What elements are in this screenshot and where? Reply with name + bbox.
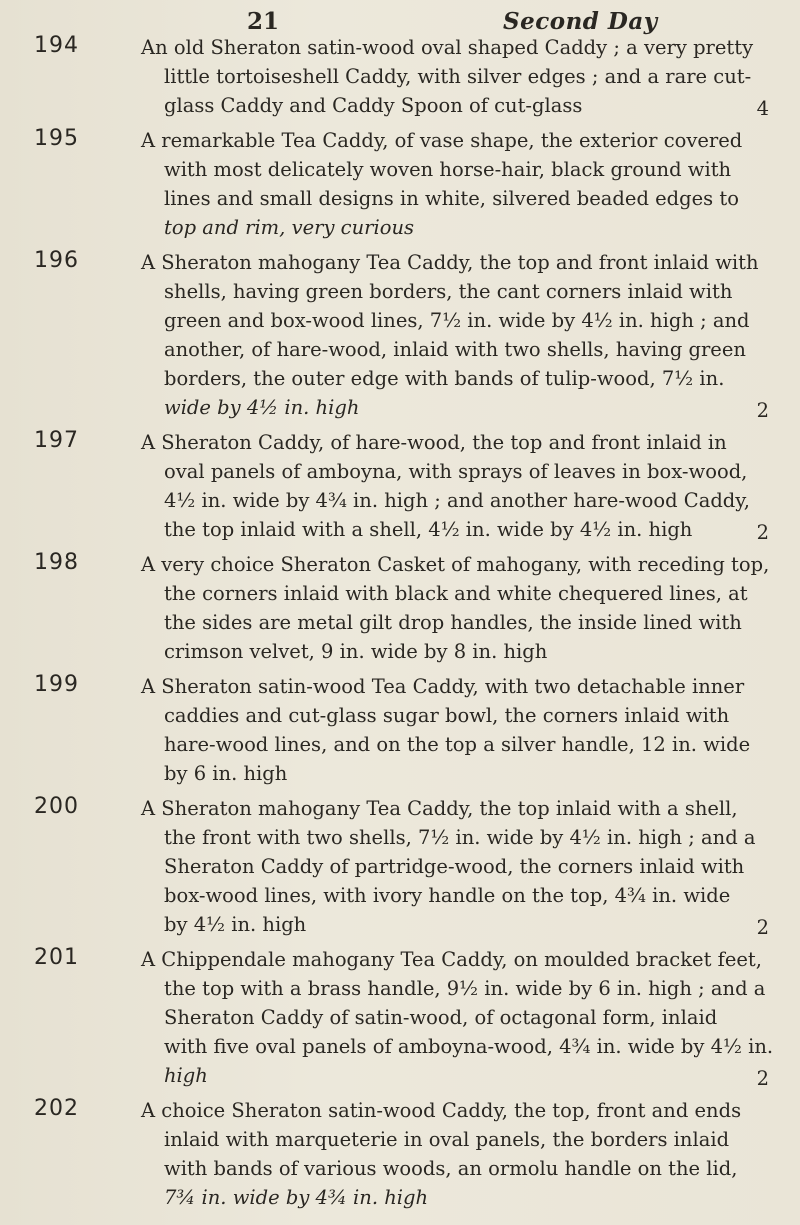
description-line: the sides are metal gilt drop handles, the inside lined with [164, 611, 742, 634]
lot-description [141, 550, 775, 666]
lot-price: 2 [756, 916, 769, 939]
description-line: wide by 4½ in. high [164, 396, 360, 419]
lot-description [141, 794, 775, 939]
description-line: top and rim, very curious [164, 216, 415, 239]
lot-entry [0, 794, 800, 939]
description-line: 7¾ in. wide by 4¾ in. high [164, 1186, 429, 1209]
description-line: another, of hare-wood, inlaid with two shells, having green [164, 338, 746, 361]
lot-price: 2 [756, 1067, 769, 1090]
lot-number: 194 [34, 33, 79, 58]
lot-description [141, 672, 775, 788]
lot-number: 195 [34, 126, 79, 151]
lot-number: 196 [34, 248, 79, 273]
lot-price: 2 [756, 521, 769, 544]
lot-description [141, 1096, 775, 1212]
description-line: by 6 in. high [164, 762, 288, 785]
description-line: with five oval panels of amboyna-wood, 4¾ in. wide by 4½ in. [164, 1035, 774, 1058]
description-line: green and box-wood lines, 7½ in. wide by 4½ in. high ; and [164, 309, 750, 332]
lot-entry [0, 33, 800, 120]
lot-entry [0, 1096, 800, 1212]
lot-number: 201 [34, 945, 79, 970]
page-number: 21 [247, 8, 280, 35]
lot-entry [0, 126, 800, 242]
description-line: shells, having green borders, the cant corners inlaid with [164, 280, 733, 303]
description-line: A Sheraton mahogany Tea Caddy, the top and front inlaid with [141, 251, 759, 274]
lot-description [141, 33, 775, 120]
lot-description [141, 945, 775, 1090]
description-line: caddies and cut-glass sugar bowl, the corners inlaid with [164, 704, 730, 727]
lot-description [141, 248, 775, 422]
description-line: A Sheraton satin-wood Tea Caddy, with two detachable inner [141, 675, 745, 698]
description-line: A Sheraton mahogany Tea Caddy, the top inlaid with a shell, [141, 797, 738, 820]
description-line: An old Sheraton satin-wood oval shaped Caddy ; a very pretty [141, 36, 754, 59]
description-line: inlaid with marqueterie in oval panels, the borders inlaid [164, 1128, 730, 1151]
description-line: A remarkable Tea Caddy, of vase shape, the exterior covered [141, 129, 743, 152]
lot-entry [0, 428, 800, 544]
description-line: the top with a brass handle, 9½ in. wide by 6 in. high ; and a [164, 977, 766, 1000]
lot-description [141, 126, 775, 242]
description-line: A Chippendale mahogany Tea Caddy, on moulded bracket feet, [141, 948, 762, 971]
description-line: borders, the outer edge with bands of tulip-wood, 7½ in. [164, 367, 725, 390]
description-line: with most delicately woven horse-hair, black ground with [164, 158, 732, 181]
description-line: the corners inlaid with black and white chequered lines, at [164, 582, 748, 605]
description-line: lines and small designs in white, silvered beaded edges to [164, 187, 739, 210]
description-line: Sheraton Caddy of partridge-wood, the corners inlaid with [164, 855, 745, 878]
lot-number: 199 [34, 672, 79, 697]
description-line: Sheraton Caddy of satin-wood, of octagonal form, inlaid [164, 1006, 718, 1029]
description-line: by 4½ in. high [164, 913, 307, 936]
description-line: the front with two shells, 7½ in. wide by 4½ in. high ; and a [164, 826, 756, 849]
lot-description [141, 428, 775, 544]
description-line: high [164, 1064, 208, 1087]
lot-price: 4 [756, 97, 769, 120]
running-title: Second Day [503, 8, 658, 35]
description-line: hare-wood lines, and on the top a silver handle, 12 in. wide [164, 733, 751, 756]
description-line: little tortoiseshell Caddy, with silver edges ; and a rare cut- [164, 65, 752, 88]
description-line: box-wood lines, with ivory handle on the top, 4¾ in. wide [164, 884, 731, 907]
description-line: A choice Sheraton satin-wood Caddy, the top, front and ends [141, 1099, 742, 1122]
lot-price: 2 [756, 399, 769, 422]
description-line: oval panels of amboyna, with sprays of leaves in box-wood, [164, 460, 748, 483]
description-line: the top inlaid with a shell, 4½ in. wide by 4½ in. high [164, 518, 693, 541]
lot-entry [0, 945, 800, 1090]
lot-number: 202 [34, 1096, 79, 1121]
description-line: 4½ in. wide by 4¾ in. high ; and another hare-wood Caddy, [164, 489, 750, 512]
description-line: crimson velvet, 9 in. wide by 8 in. high [164, 640, 548, 663]
lot-entry [0, 248, 800, 422]
description-line: A very choice Sheraton Casket of mahogany, with receding top, [141, 553, 770, 576]
description-line: with bands of various woods, an ormolu handle on the lid, [164, 1157, 738, 1180]
lot-entry [0, 550, 800, 666]
lot-number: 197 [34, 428, 79, 453]
lot-entry [0, 672, 800, 788]
description-line: A Sheraton Caddy, of hare-wood, the top and front inlaid in [141, 431, 727, 454]
lot-number: 198 [34, 550, 79, 575]
lot-number: 200 [34, 794, 79, 819]
description-line: glass Caddy and Caddy Spoon of cut-glass [164, 94, 583, 117]
